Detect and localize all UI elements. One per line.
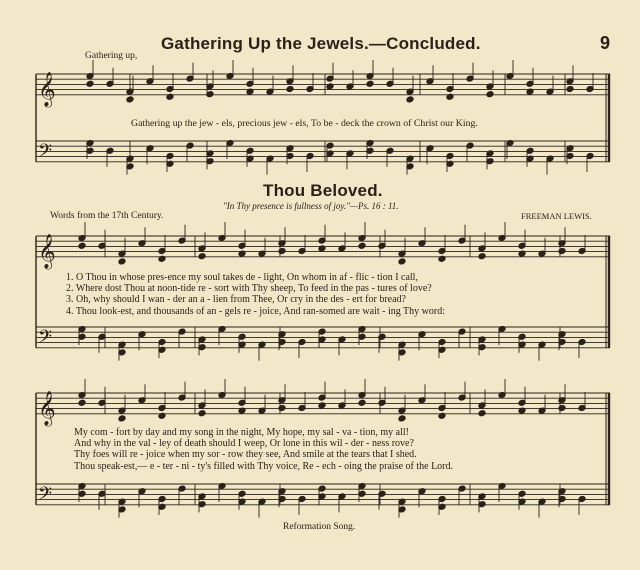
composer-credit: FREEMAN LEWIS. bbox=[521, 211, 592, 221]
note-head bbox=[358, 399, 366, 406]
note-head bbox=[278, 248, 286, 255]
note-head bbox=[78, 242, 86, 249]
treble-clef: 𝄞 bbox=[38, 390, 56, 426]
page-number: 9 bbox=[600, 33, 611, 53]
note-head bbox=[358, 242, 366, 249]
verse-4-line-b: Thou speak-est,— e - ter - ni - ty's filled with Thy voice, Re - ech - oing the praise of the Lord. bbox=[74, 460, 454, 472]
verse-2-line-a: 2. Where dost Thou at noon-tide re - sort with Thy sheep, To feed in the pas - tures of love? bbox=[66, 283, 432, 295]
verse-4-line-a: 4. Thou look-est, and thousands of an - gels re - joice, And ran-somed are wait - ing Thy word: bbox=[66, 305, 445, 317]
song2-title: Thou Beloved. bbox=[263, 181, 383, 200]
note-head bbox=[558, 248, 566, 255]
note-head bbox=[118, 415, 126, 422]
treble-clef: 𝄞 bbox=[38, 71, 56, 107]
footer-note: Reformation Song. bbox=[283, 522, 356, 532]
treble-clef: 𝄞 bbox=[38, 233, 56, 269]
words-credit: Words from the 17th Century. bbox=[50, 211, 164, 221]
note-head bbox=[478, 410, 486, 417]
note-head bbox=[118, 258, 126, 265]
song2-epigraph: "In Thy presence is fullness of joy."—Ps. 16 : 11. bbox=[223, 201, 399, 211]
note-head bbox=[78, 399, 86, 406]
verse-1-line-a: 1. O Thou in whose pres-ence my soul takes de - light, On whom in af - flic - tion I call, bbox=[66, 272, 418, 283]
bass-clef: 𝄢 bbox=[38, 483, 53, 509]
song1-lyric: Gathering up the jew - els, precious jew - els, To be - deck the crown of Christ our King. bbox=[131, 118, 478, 129]
note-head bbox=[86, 80, 94, 87]
note-head bbox=[398, 258, 406, 265]
note-head bbox=[278, 405, 286, 412]
song1-direction: Gathering up, bbox=[85, 51, 138, 61]
verse-3-line-b: Thy foes will re - joice when my sor - row they see, And smile at the tears that I shed. bbox=[74, 449, 417, 461]
note-head bbox=[198, 253, 206, 260]
note-head bbox=[126, 96, 134, 103]
song1-title: Gathering Up the Jewels.—Concluded. bbox=[161, 34, 481, 53]
note-head bbox=[198, 410, 206, 417]
note-head bbox=[566, 86, 574, 93]
system2-lyrics bbox=[74, 427, 453, 472]
note-head bbox=[478, 253, 486, 260]
verse-2-line-b: And why in the val - ley of death should I weep, Or lone in this wil - der - ness rove? bbox=[74, 438, 414, 450]
system1-lyrics bbox=[66, 272, 445, 317]
note-head bbox=[366, 80, 374, 87]
note-head bbox=[286, 86, 294, 93]
note-head bbox=[558, 405, 566, 412]
note-head bbox=[486, 91, 494, 98]
verse-1-line-b: My com - fort by day and my song in the night, My hope, my sal - va - tion, my all! bbox=[74, 427, 409, 438]
note-head bbox=[406, 96, 414, 103]
verse-3-line-a: 3. Oh, why should I wan - der an a - lien from Thee, Or cry in the des - ert for bread? bbox=[66, 294, 406, 306]
bass-clef: 𝄢 bbox=[38, 326, 53, 352]
bass-clef: 𝄢 bbox=[38, 140, 53, 166]
note-head bbox=[398, 415, 406, 422]
